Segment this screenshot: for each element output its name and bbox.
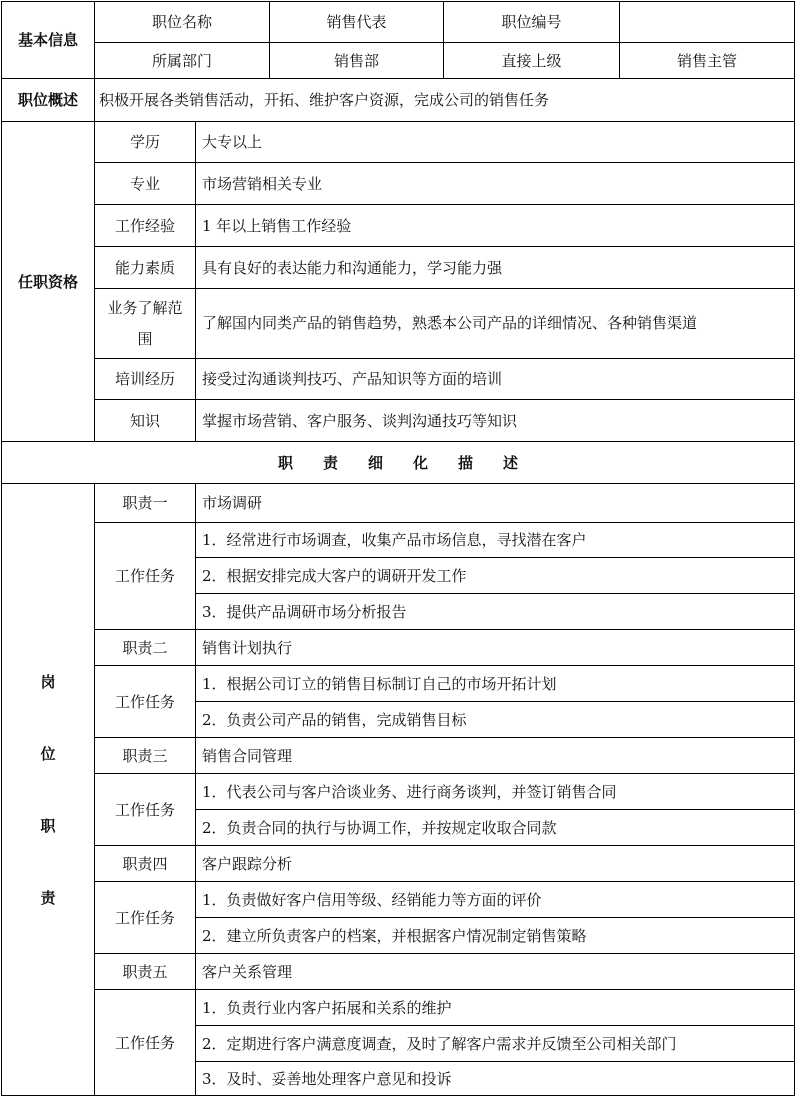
department-value: 销售部	[270, 43, 444, 79]
duty-task: 1．代表公司与客户洽谈业务、进行商务谈判，并签订销售合同	[196, 774, 795, 810]
qualification-label: 能力素质	[95, 247, 196, 289]
qualification-label: 业务了解范围	[95, 289, 196, 359]
duty-label: 职责二	[95, 630, 196, 666]
task-label: 工作任务	[95, 666, 196, 738]
duties-section-char: 责	[40, 888, 56, 907]
duty-task: 2．定期进行客户满意度调查，及时了解客户需求并反馈至公司相关部门	[196, 1026, 795, 1062]
duty-task: 2．建立所负责客户的档案，并根据客户情况制定销售策略	[196, 918, 795, 954]
qualifications-label: 任职资格	[2, 122, 95, 442]
qualification-label: 学历	[95, 122, 196, 163]
basic-info-label: 基本信息	[2, 2, 95, 79]
duty-label: 职责四	[95, 846, 196, 882]
qualification-value: 掌握市场营销、客户服务、谈判沟通技巧等知识	[196, 400, 795, 442]
duty-task: 2．负责合同的执行与协调工作，并按规定收取合同款	[196, 810, 795, 846]
task-label: 工作任务	[95, 990, 196, 1096]
duties-section-label	[2, 484, 95, 1096]
qualification-value: 1 年以上销售工作经验	[196, 205, 795, 247]
department-label: 所属部门	[95, 43, 270, 79]
duty-task: 1．根据公司订立的销售目标制订自己的市场开拓计划	[196, 666, 795, 702]
qualification-label: 工作经验	[95, 205, 196, 247]
qualification-value: 了解国内同类产品的销售趋势，熟悉本公司产品的详细情况、各种销售渠道	[196, 289, 795, 359]
duty-title: 销售合同管理	[196, 738, 795, 774]
duties-section-char: 岗	[40, 672, 56, 691]
position-name-value: 销售代表	[270, 2, 444, 43]
duties-title: 职责细化描述	[2, 442, 795, 484]
duties-section-char: 位	[40, 744, 56, 763]
position-name-label: 职位名称	[95, 2, 270, 43]
duty-title: 销售计划执行	[196, 630, 795, 666]
duty-task: 1．负责做好客户信用等级、经销能力等方面的评价	[196, 882, 795, 918]
task-label: 工作任务	[95, 774, 196, 846]
qualification-value: 市场营销相关专业	[196, 163, 795, 205]
duty-title: 市场调研	[196, 484, 795, 523]
duty-title: 客户跟踪分析	[196, 846, 795, 882]
task-label: 工作任务	[95, 523, 196, 630]
qualification-label: 专业	[95, 163, 196, 205]
duty-task: 1．负责行业内客户拓展和关系的维护	[196, 990, 795, 1026]
position-code-value	[620, 2, 795, 43]
overview-label: 职位概述	[2, 79, 95, 122]
qualification-value: 具有良好的表达能力和沟通能力，学习能力强	[196, 247, 795, 289]
duty-title: 客户关系管理	[196, 954, 795, 990]
task-label: 工作任务	[95, 882, 196, 954]
supervisor-label: 直接上级	[444, 43, 620, 79]
job-description-table	[1, 1, 795, 1096]
qualification-value: 接受过沟通谈判技巧、产品知识等方面的培训	[196, 359, 795, 400]
duty-task: 3．及时、妥善地处理客户意见和投诉	[196, 1062, 795, 1096]
qualification-label: 知识	[95, 400, 196, 442]
qualification-value: 大专以上	[196, 122, 795, 163]
duty-task: 2．根据安排完成大客户的调研开发工作	[196, 558, 795, 594]
duties-section-char: 职	[40, 816, 56, 835]
qualification-label: 培训经历	[95, 359, 196, 400]
duty-task: 1．经常进行市场调查，收集产品市场信息，寻找潜在客户	[196, 523, 795, 558]
duty-label: 职责三	[95, 738, 196, 774]
duty-label: 职责五	[95, 954, 196, 990]
overview-text: 积极开展各类销售活动，开拓、维护客户资源，完成公司的销售任务	[95, 79, 795, 122]
duty-task: 3．提供产品调研市场分析报告	[196, 594, 795, 630]
duty-label: 职责一	[95, 484, 196, 523]
duty-task: 2．负责公司产品的销售，完成销售目标	[196, 702, 795, 738]
supervisor-value: 销售主管	[620, 43, 795, 79]
position-code-label: 职位编号	[444, 2, 620, 43]
